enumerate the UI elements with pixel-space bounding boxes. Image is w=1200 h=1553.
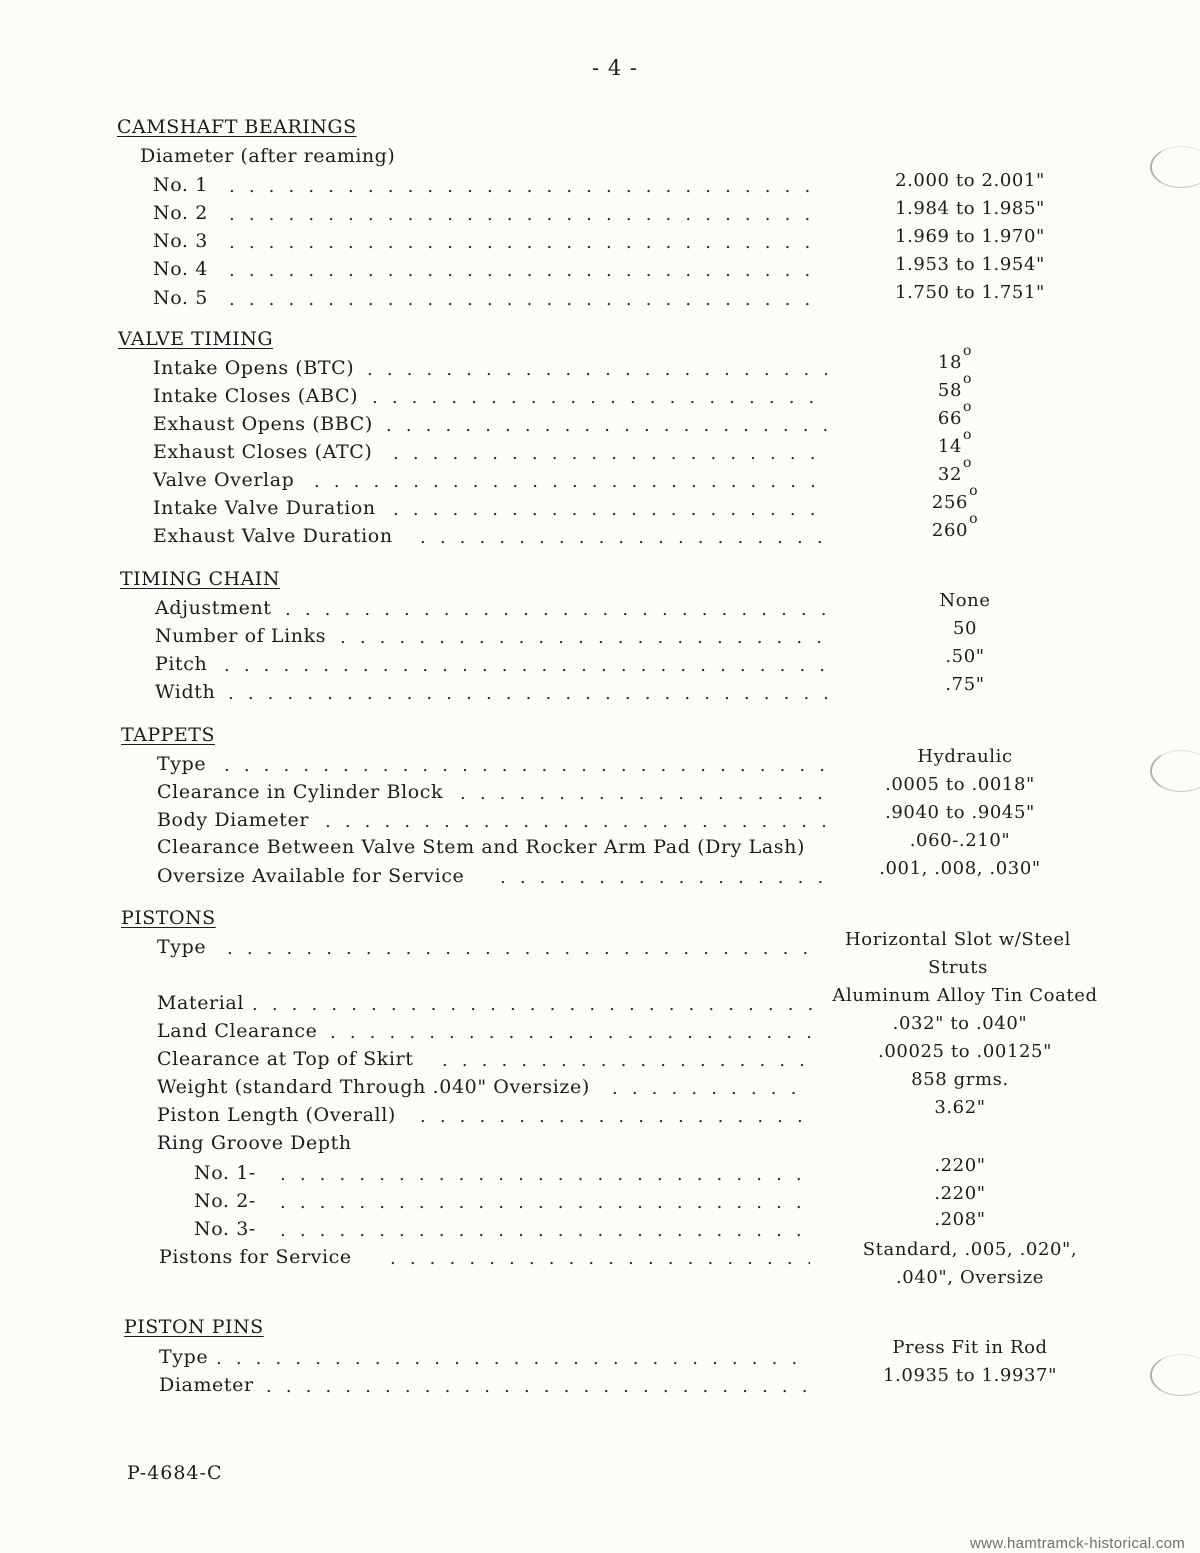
spec-value: .220" — [934, 1183, 986, 1204]
document-code: P-4684-C — [127, 1462, 223, 1484]
spec-label: No. 5 — [153, 287, 208, 309]
spec-label: Exhaust Opens (BBC) — [153, 413, 373, 435]
watermark: www.hamtramck-historical.com — [970, 1535, 1186, 1552]
spec-value: Aluminum Alloy Tin Coated — [832, 985, 1098, 1006]
spec-label: No. 2 — [153, 202, 208, 224]
spec-label: Type — [157, 936, 207, 958]
dot-leader — [330, 1022, 810, 1043]
dot-leader — [314, 471, 827, 492]
punch-hole-top — [1150, 146, 1200, 188]
spec-label: Intake Closes (ABC) — [153, 385, 359, 407]
spec-value: 260$^o$ — [931, 511, 979, 541]
dot-leader — [280, 1192, 810, 1213]
spec-label: Width — [155, 681, 216, 703]
dot-leader — [500, 867, 828, 888]
spec-label: Intake Opens (BTC) — [153, 357, 355, 379]
dot-leader — [285, 599, 827, 620]
spec-label: Exhaust Valve Duration — [153, 525, 393, 547]
dot-leader — [224, 655, 827, 676]
spec-value: .032" to .040" — [892, 1013, 1028, 1034]
spec-label: Pistons for Service — [159, 1246, 352, 1268]
spec-label: Valve Overlap — [153, 469, 295, 491]
spec-value: Horizontal Slot w/Steel — [844, 929, 1072, 950]
spec-value: .060-.210" — [909, 830, 1011, 851]
spec-value: .9040 to .9045" — [885, 802, 1035, 823]
dot-leader — [229, 204, 824, 225]
spec-value: 14$^o$ — [937, 427, 973, 457]
dot-leader — [367, 359, 827, 380]
spec-label: No. 3 — [153, 230, 208, 252]
page-number: - 4 - — [592, 56, 638, 80]
spec-value-continued: Struts — [928, 957, 988, 978]
spec-label: Clearance at Top of Skirt — [157, 1048, 414, 1070]
spec-label: No. 3- — [194, 1218, 256, 1240]
dot-leader — [252, 994, 816, 1015]
spec-value: .00025 to .00125" — [878, 1041, 1052, 1062]
spec-label: No. 2- — [194, 1190, 256, 1212]
spec-value: 66$^o$ — [937, 399, 973, 429]
spec-label: Material — [157, 992, 245, 1014]
spec-label: Adjustment — [155, 597, 272, 619]
timing-chain-heading: TIMING CHAIN — [120, 568, 280, 590]
spec-value: .0005 to .0018" — [885, 774, 1035, 795]
spec-label: Land Clearance — [157, 1020, 318, 1042]
punch-hole-bottom — [1150, 1354, 1200, 1396]
tappets-heading: TAPPETS — [121, 724, 215, 746]
dot-leader — [393, 443, 827, 464]
punch-hole-middle — [1150, 750, 1200, 792]
spec-value: Hydraulic — [917, 746, 1013, 767]
spec-value: 1.969 to 1.970" — [895, 226, 1045, 247]
spec-label: Clearance in Cylinder Block — [157, 781, 444, 803]
dot-leader — [228, 683, 827, 704]
spec-label: Piston Length (Overall) — [157, 1104, 396, 1126]
dot-leader — [393, 499, 827, 520]
spec-value: .001, .008, .030" — [879, 858, 1041, 879]
dot-leader — [227, 938, 821, 959]
spec-value: 58$^o$ — [937, 371, 973, 401]
spec-label: Weight (standard Through .040" Oversize) — [157, 1076, 590, 1098]
spec-label: Body Diameter — [157, 809, 309, 831]
dot-leader — [372, 387, 827, 408]
spec-value: .50" — [945, 646, 985, 667]
spec-subgroup-label: Ring Groove Depth — [157, 1132, 352, 1154]
dot-leader — [280, 1220, 810, 1241]
spec-label: Exhaust Closes (ATC) — [153, 441, 373, 463]
dot-leader — [229, 176, 824, 197]
spec-value: None — [939, 590, 991, 611]
spec-value: 1.953 to 1.954" — [895, 254, 1045, 275]
dot-leader — [340, 627, 827, 648]
spec-value: .75" — [945, 674, 985, 695]
spec-value: 1.750 to 1.751" — [895, 282, 1045, 303]
valve-timing-heading: VALVE TIMING — [118, 328, 274, 350]
dot-leader — [390, 1248, 810, 1269]
dot-leader — [612, 1078, 810, 1099]
dot-leader — [386, 415, 827, 436]
spec-value: Standard, .005, .020", — [862, 1239, 1078, 1260]
dot-leader — [325, 811, 828, 832]
pistons-heading: PISTONS — [121, 907, 216, 929]
spec-value: Press Fit in Rod — [892, 1337, 1048, 1358]
camshaft-heading: CAMSHAFT BEARINGS — [117, 116, 357, 138]
dot-leader — [266, 1376, 810, 1397]
dot-leader — [280, 1164, 810, 1185]
dot-leader — [420, 527, 827, 548]
spec-label: No. 1 — [153, 174, 208, 196]
spec-value: 1.0935 to 1.9937" — [883, 1365, 1057, 1386]
dot-leader — [229, 289, 824, 310]
spec-value: 3.62" — [934, 1097, 986, 1118]
spec-label: Type — [159, 1346, 209, 1368]
spec-value: 32$^o$ — [937, 455, 973, 485]
spec-value: 858 grms. — [911, 1069, 1009, 1090]
spec-label: Clearance Between Valve Stem and Rocker Arm Pad (Dry Lash) — [157, 836, 805, 858]
spec-label: Oversize Available for Service — [157, 865, 465, 887]
spec-value: 256$^o$ — [931, 483, 979, 513]
camshaft-subheading: Diameter (after reaming) — [140, 145, 396, 167]
dot-leader — [229, 232, 824, 253]
dot-leader — [229, 260, 824, 281]
spec-label: Diameter — [159, 1374, 254, 1396]
dot-leader — [460, 783, 828, 804]
dot-leader — [224, 755, 828, 776]
spec-label: No. 4 — [153, 258, 208, 280]
spec-value: .208" — [934, 1209, 986, 1230]
piston-pins-heading: PISTON PINS — [124, 1316, 264, 1338]
spec-label: Intake Valve Duration — [153, 497, 376, 519]
dot-leader — [216, 1348, 810, 1369]
spec-value: 18$^o$ — [937, 343, 973, 373]
spec-value: 2.000 to 2.001" — [895, 170, 1045, 191]
spec-value: 50 — [952, 618, 978, 639]
spec-label: No. 1- — [194, 1162, 256, 1184]
spec-value: 1.984 to 1.985" — [895, 198, 1045, 219]
spec-value-continued: .040", Oversize — [895, 1267, 1045, 1288]
spec-label: Pitch — [155, 653, 208, 675]
spec-label: Number of Links — [155, 625, 327, 647]
spec-value: .220" — [934, 1155, 986, 1176]
dot-leader — [442, 1050, 810, 1071]
dot-leader — [420, 1106, 810, 1127]
spec-label: Type — [157, 753, 207, 775]
